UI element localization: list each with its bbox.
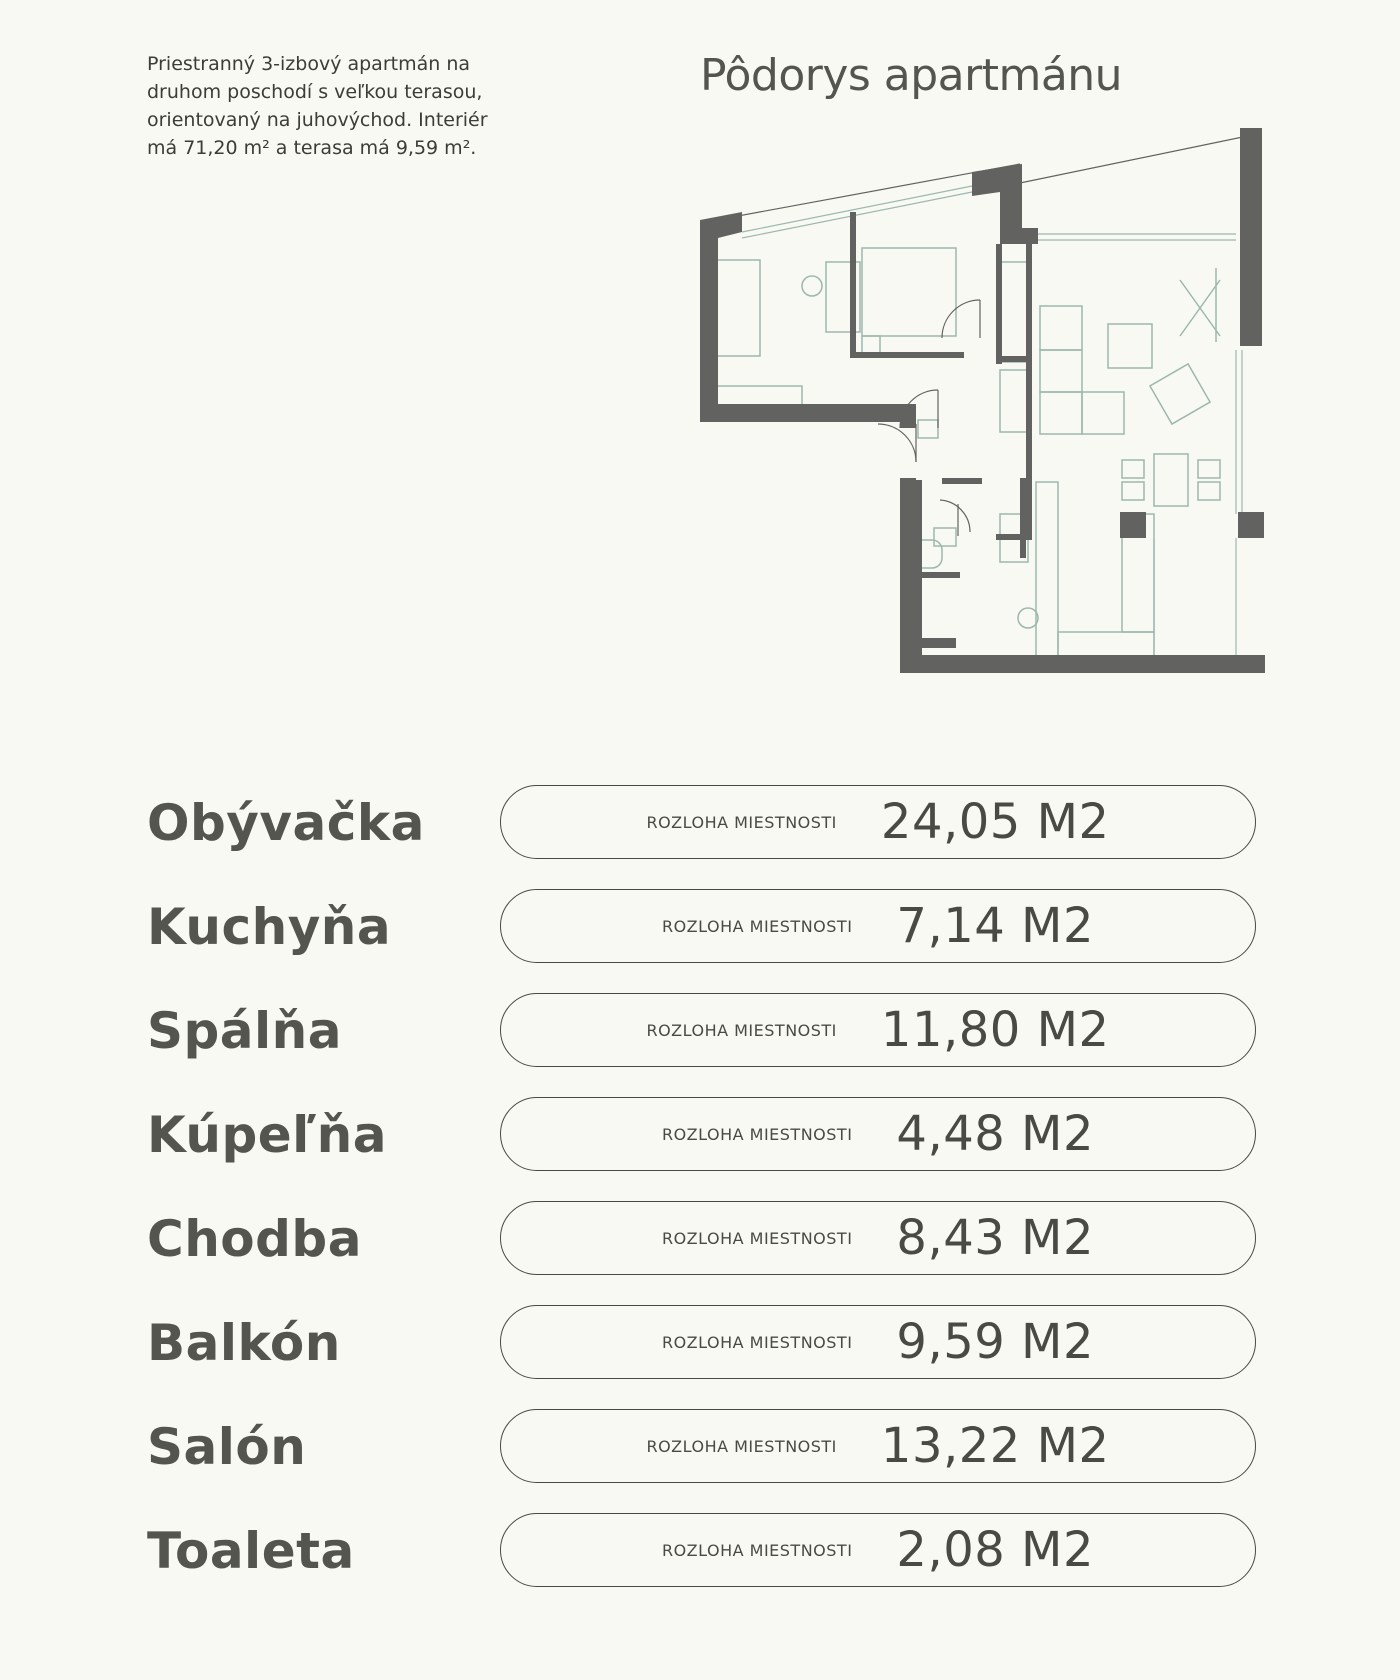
room-row: [0, 1409, 1400, 1485]
room-area-label: ROZLOHA MIESTNOSTI: [646, 1020, 837, 1040]
room-area-value: 13,22 M2: [880, 1418, 1110, 1474]
room-area-label: ROZLOHA MIESTNOSTI: [661, 1228, 853, 1248]
room-area-label: ROZLOHA MIESTNOSTI: [661, 916, 853, 936]
room-area-pill: [500, 1097, 1256, 1171]
room-area-pill: [500, 1513, 1256, 1587]
room-row: [0, 1513, 1400, 1589]
room-name: Balkón: [147, 1314, 341, 1372]
room-area-value: 9,59 M2: [896, 1314, 1095, 1370]
room-name: Kuchyňa: [147, 898, 392, 956]
room-area-value: 2,08 M2: [896, 1522, 1095, 1578]
room-area-value: 11,80 M2: [880, 1002, 1110, 1058]
room-row: [0, 785, 1400, 861]
room-area-value: 24,05 M2: [880, 794, 1110, 850]
room-area-pill: [500, 1305, 1256, 1379]
room-area-label: ROZLOHA MIESTNOSTI: [661, 1540, 853, 1560]
room-row: [0, 1201, 1400, 1277]
room-name: Chodba: [147, 1210, 362, 1268]
room-area-pill: [500, 993, 1256, 1067]
room-area-value: 7,14 M2: [896, 898, 1095, 954]
room-name: Obývačka: [147, 794, 425, 852]
room-row: [0, 1305, 1400, 1381]
room-area-label: ROZLOHA MIESTNOSTI: [646, 1436, 837, 1456]
room-area-label: ROZLOHA MIESTNOSTI: [646, 812, 837, 832]
room-area-label: ROZLOHA MIESTNOSTI: [661, 1124, 853, 1144]
room-row: [0, 993, 1400, 1069]
room-name: Spálňa: [147, 1002, 343, 1060]
room-row: [0, 889, 1400, 965]
room-area-pill: [500, 1409, 1256, 1483]
room-area-value: 8,43 M2: [896, 1210, 1095, 1266]
floorplan-image: [700, 128, 1265, 673]
room-row: [0, 1097, 1400, 1173]
room-name: Salón: [147, 1418, 307, 1476]
room-area-pill: [500, 785, 1256, 859]
room-area-label: ROZLOHA MIESTNOSTI: [661, 1332, 853, 1352]
room-area-value: 4,48 M2: [896, 1106, 1095, 1162]
room-area-pill: [500, 889, 1256, 963]
room-name: Toaleta: [147, 1522, 355, 1580]
floorplan-title: Pôdorys apartmánu: [700, 50, 1123, 101]
room-area-pill: [500, 1201, 1256, 1275]
apartment-description: Priestranný 3-izbový apartmán na druhom poschodí s veľkou terasou, orientovaný na juhovýchod. Interiér má 71,20 m² a terasa má 9,59 m².: [147, 53, 488, 159]
room-name: Kúpeľňa: [147, 1106, 387, 1164]
